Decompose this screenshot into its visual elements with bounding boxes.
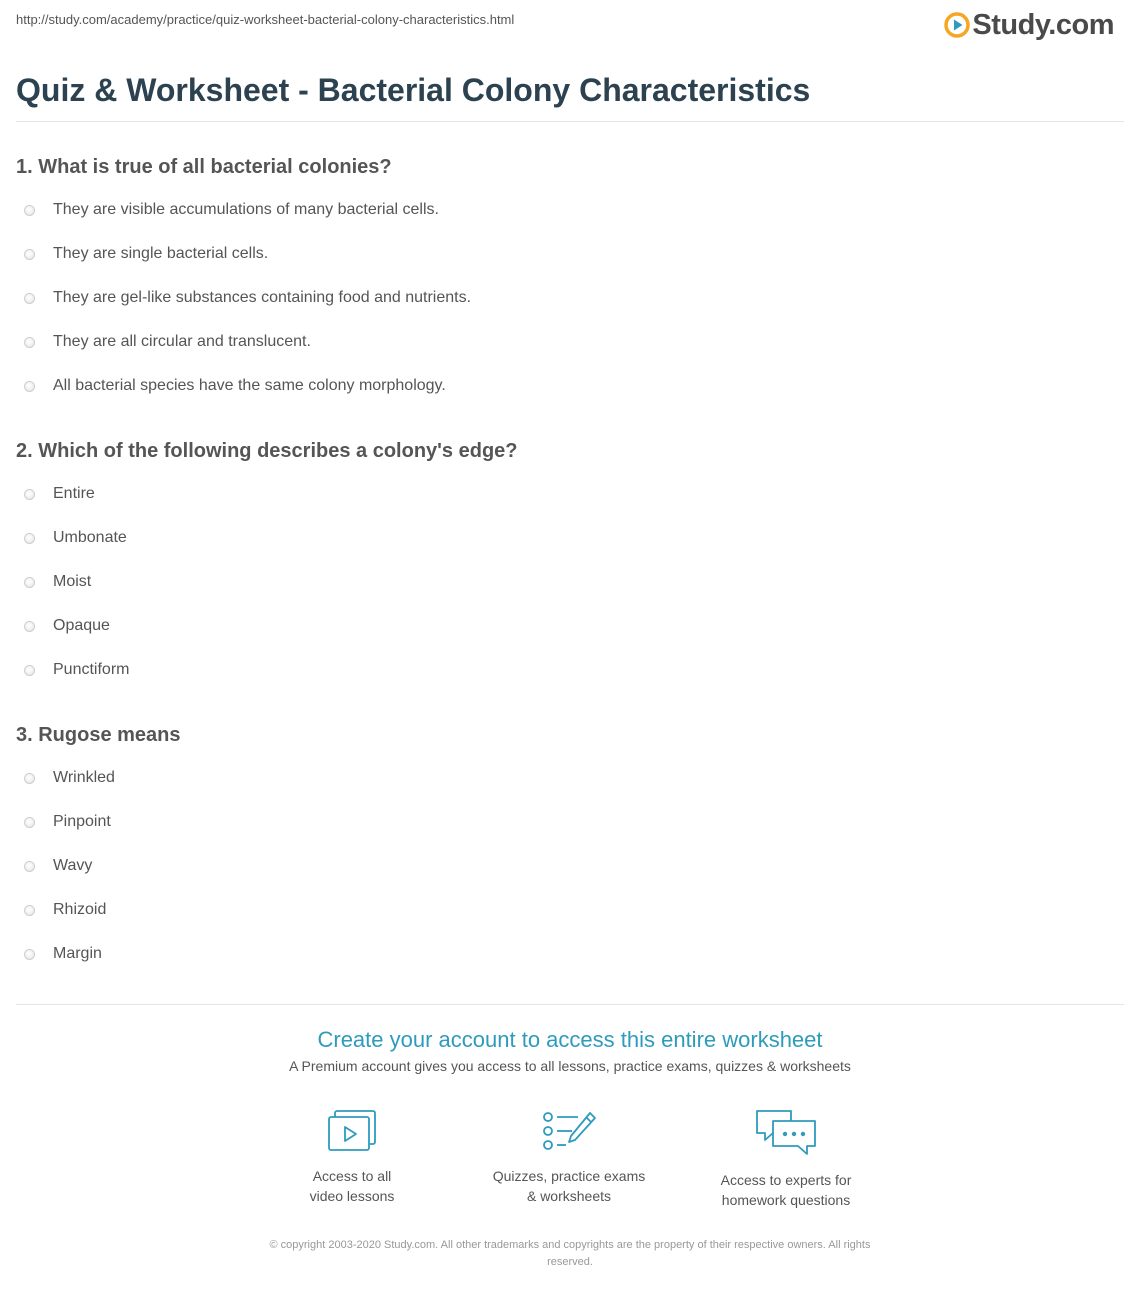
copyright-notice xyxy=(210,1237,930,1271)
page-url: http://study.com/academy/practice/quiz-worksheet-bacterial-colony-characteristics.html xyxy=(16,12,515,27)
answer-option[interactable] xyxy=(16,287,471,309)
feature-quizzes xyxy=(479,1108,659,1206)
answer-label: All bacterial species have the same colony morphology. xyxy=(53,377,446,394)
answer-option[interactable] xyxy=(16,767,115,789)
answer-option[interactable] xyxy=(16,483,95,505)
radio-button[interactable] xyxy=(24,577,35,588)
radio-button[interactable] xyxy=(24,773,35,784)
answer-option[interactable] xyxy=(16,943,102,965)
answer-option[interactable] xyxy=(16,855,92,877)
feature-label-line1: Quizzes, practice exams xyxy=(492,1168,646,1184)
create-account-link[interactable]: Create your account to access this entire worksheet xyxy=(317,1027,823,1052)
chat-bubbles-icon xyxy=(753,1108,819,1158)
answer-option[interactable] xyxy=(16,243,268,265)
radio-button[interactable] xyxy=(24,489,35,500)
radio-button[interactable] xyxy=(24,381,35,392)
question-title: 2. Which of the following describes a colony's edge? xyxy=(16,440,518,462)
copyright-line2: reserved. xyxy=(547,1256,593,1268)
radio-button[interactable] xyxy=(24,861,35,872)
radio-button[interactable] xyxy=(24,249,35,260)
feature-label-line1: Access to experts for xyxy=(720,1172,852,1188)
play-circle-icon xyxy=(944,12,970,38)
radio-button[interactable] xyxy=(24,621,35,632)
logo-text: Study.com xyxy=(972,8,1114,41)
feature-label-line2: & worksheets xyxy=(526,1188,612,1204)
page-title: Quiz & Worksheet - Bacterial Colony Characteristics xyxy=(16,72,811,108)
question-1 xyxy=(16,153,1124,394)
radio-button[interactable] xyxy=(24,293,35,304)
radio-button[interactable] xyxy=(24,665,35,676)
question-3 xyxy=(16,721,1124,962)
answer-label: Entire xyxy=(53,485,95,502)
answer-option[interactable] xyxy=(16,199,439,221)
answer-option[interactable] xyxy=(16,571,91,593)
radio-button[interactable] xyxy=(24,337,35,348)
answer-label: They are single bacterial cells. xyxy=(53,245,269,262)
answer-label: Punctiform xyxy=(53,661,130,678)
answer-label: Wavy xyxy=(53,857,93,874)
video-lessons-icon xyxy=(326,1108,378,1154)
radio-button[interactable] xyxy=(24,905,35,916)
feature-label-line2: homework questions xyxy=(721,1192,851,1208)
answer-option[interactable] xyxy=(16,659,129,681)
answer-label: Rhizoid xyxy=(53,901,107,918)
answer-label: Wrinkled xyxy=(53,769,115,786)
radio-button[interactable] xyxy=(24,817,35,828)
promo-subtitle: A Premium account gives you access to all lessons, practice exams, quizzes & worksheets xyxy=(289,1058,851,1074)
quiz-checklist-icon xyxy=(540,1108,598,1154)
radio-button[interactable] xyxy=(24,533,35,544)
question-title: 1. What is true of all bacterial colonies? xyxy=(16,156,392,178)
feature-video-lessons xyxy=(262,1108,442,1206)
question-2 xyxy=(16,437,1124,678)
answer-option[interactable] xyxy=(16,375,446,397)
answer-option[interactable] xyxy=(16,615,110,637)
copyright-line1: © copyright 2003-2020 Study.com. All other trademarks and copyrights are the property of their respective owners. All rights xyxy=(269,1239,871,1251)
answer-label: They are all circular and translucent. xyxy=(53,333,311,350)
study-logo[interactable] xyxy=(944,8,1114,42)
answer-option[interactable] xyxy=(16,899,106,921)
answer-option[interactable] xyxy=(16,331,311,353)
radio-button[interactable] xyxy=(24,205,35,216)
answer-option[interactable] xyxy=(16,527,127,549)
question-title: 3. Rugose means xyxy=(16,724,181,746)
answer-option[interactable] xyxy=(16,811,111,833)
answer-label: They are gel-like substances containing food and nutrients. xyxy=(53,289,472,306)
answer-label: Margin xyxy=(53,945,102,962)
answer-label: Opaque xyxy=(53,617,110,634)
answer-label: Umbonate xyxy=(53,529,127,546)
answer-label: Pinpoint xyxy=(53,813,111,830)
feature-experts xyxy=(696,1108,876,1210)
radio-button[interactable] xyxy=(24,949,35,960)
title-divider xyxy=(16,121,1124,122)
feature-label-line2: video lessons xyxy=(309,1188,395,1204)
answer-label: They are visible accumulations of many bacterial cells. xyxy=(53,201,439,218)
section-divider xyxy=(16,1004,1124,1005)
feature-label-line1: Access to all xyxy=(312,1168,392,1184)
answer-label: Moist xyxy=(53,573,92,590)
